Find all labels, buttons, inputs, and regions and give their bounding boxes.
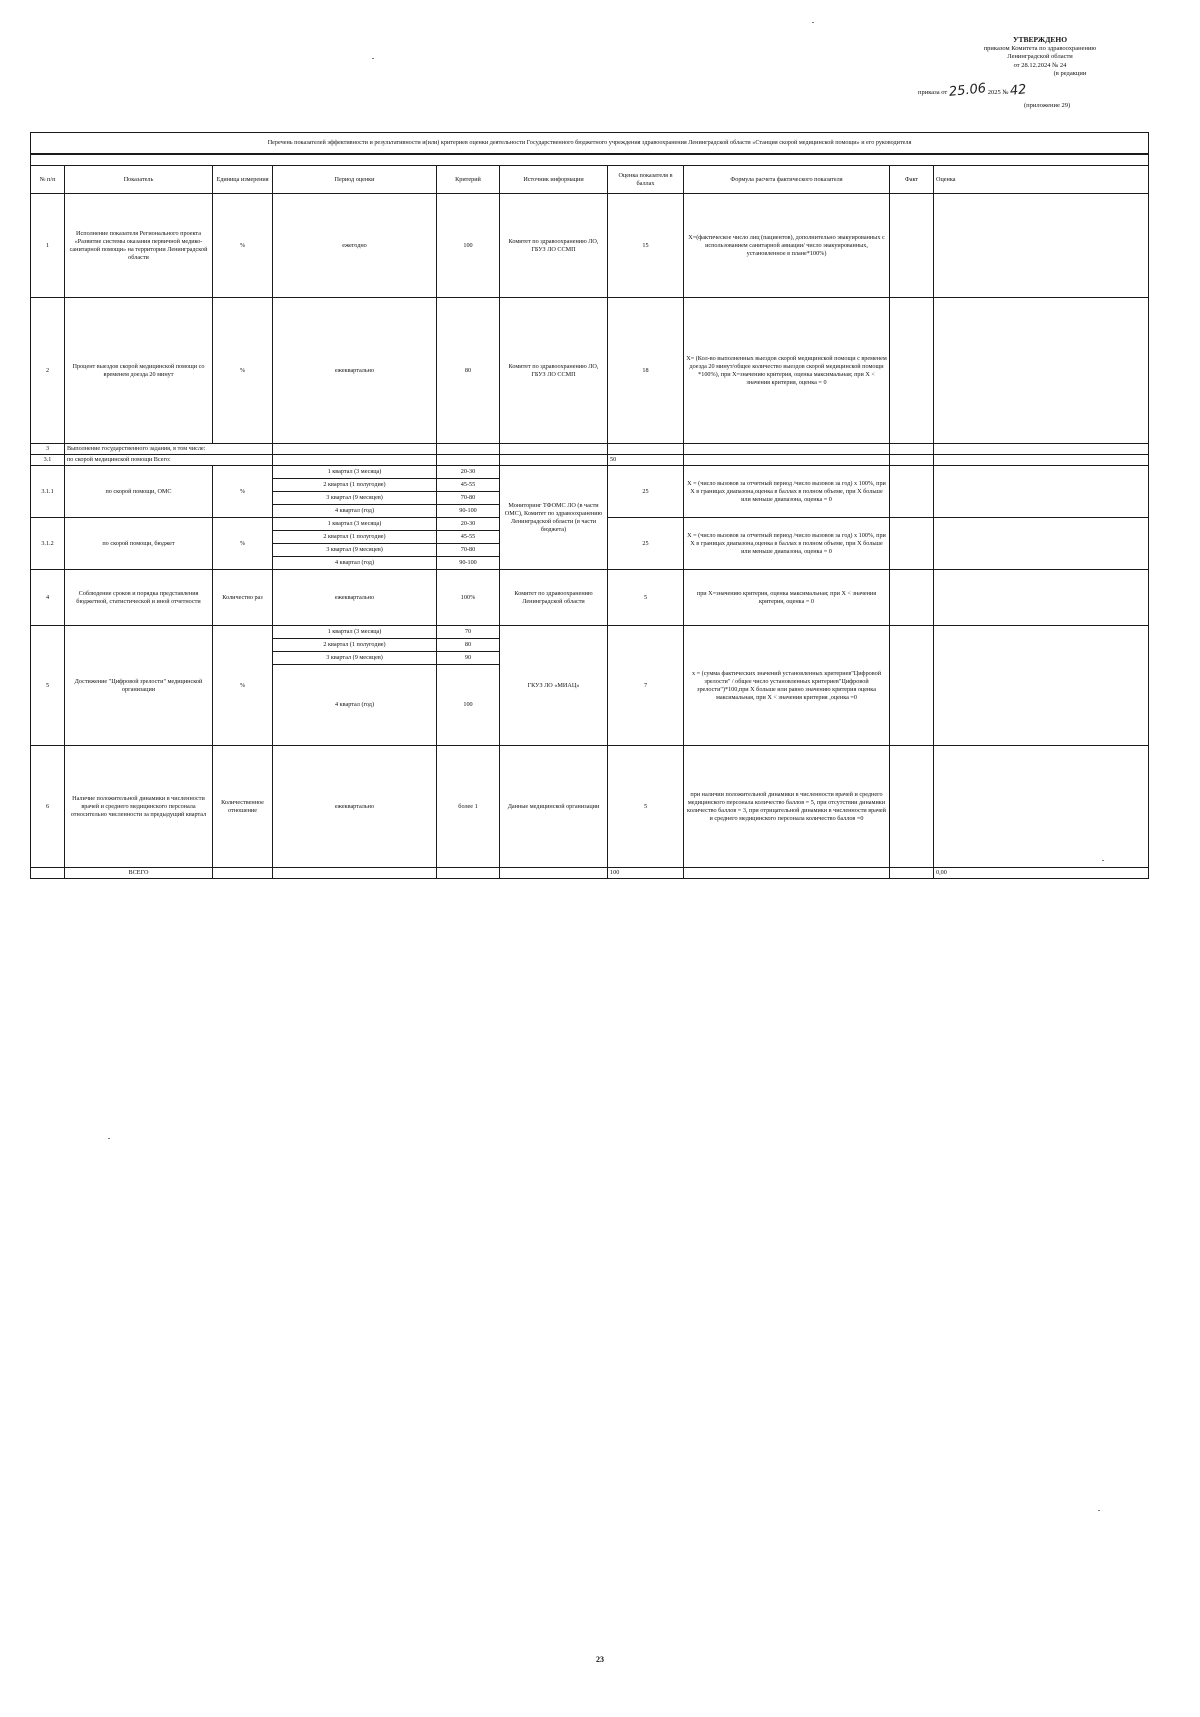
period-q3: 3 квартал (9 месяцев) [273,544,436,557]
table-caption: Перечень показателей эффективности и результативности и(или) критериев оценки деятельности Государственного бюджетного учреждения здравоохранения Ленинградской области «Станция скорой медицинской помощи» и его руководителя [31,133,1149,155]
cell-num: 5 [31,626,65,746]
total-score: 100 [608,868,684,879]
scan-speck [1102,860,1104,861]
sig-number-handwritten: 42 [1009,82,1028,99]
cell-source: ГКУЗ ЛО «МИАЦ» [500,626,608,746]
approval-title: УТВЕРЖДЕНО [1012,35,1068,44]
cell-fact [890,444,934,455]
cell-score: 5 [608,570,684,626]
cell-formula [684,455,890,466]
cell-num: 4 [31,570,65,626]
table-row [31,194,1149,298]
cell-source: Комитет по здравоохранению ЛО, ГБУЗ ЛО ССМП [500,194,608,298]
cell-rating [934,746,1149,868]
period-q4: 4 квартал (год) [334,701,375,708]
table-row [31,444,1149,455]
sig-date-handwritten: 25.06 [948,81,987,100]
header-num: № п/п [31,166,65,194]
sig-year: 2025 № [987,89,1009,96]
cell-rating [934,570,1149,626]
cell-indicator: Исполнение показателя Регионального проекта «Развитие системы оказания первичной медико-санитарной помощи» на территории Ленинградской области [65,194,213,298]
cell-period: ежеквартально [273,746,437,868]
approval-line-3: от 28.12.2024 № 24 [1013,61,1067,69]
cell-fact [890,455,934,466]
period-q3: 3 квартал (9 месяцев) [273,492,436,505]
cell-source [500,868,608,879]
cell-rating [934,466,1149,518]
cell-formula: Х = (число вызовов за отчетный период /число вызовов за год) х 100%, при Х в границах диапазона,оценка в баллах в полном объеме, при Х больше или меньше диапазона, оценка = 0 [684,518,890,570]
header-fact: Факт [890,166,934,194]
cell-fact [890,518,934,570]
period-q2: 2 квартал (1 полугодие) [273,639,436,652]
table-row [31,455,1149,466]
approval-line-1: приказом Комитета по здравоохранению [983,44,1097,52]
page-number: 23 [596,1655,604,1664]
table-spacer [31,154,1149,166]
table-row [31,466,1149,518]
total-label: ВСЕГО [65,868,213,879]
criterion-q1: 20-30 [437,518,499,531]
cell-period: ежеквартально [273,298,437,444]
cell-criterion: 100% [437,570,500,626]
cell-criterion [437,444,500,455]
cell-score: 18 [608,298,684,444]
cell-period [273,444,437,455]
header-unit: Единица измерения [213,166,273,194]
cell-formula: при Х=значению критерия, оценка максимальная; при Х < значения критерия, оценка = 0 [684,570,890,626]
cell-fact [890,298,934,444]
cell-rating [934,455,1149,466]
cell-criterion-list [437,518,500,570]
cell-criterion: 100 [437,194,500,298]
cell-score: 50 [608,455,684,466]
sig-prefix: приказа от [918,89,948,96]
scan-speck [812,22,814,23]
criterion-q4: 90-100 [459,559,477,566]
cell-num: 1 [31,194,65,298]
cell-criterion [437,868,500,879]
cell-source: Комитет по здравоохранению ЛО, ГБУЗ ЛО ССМП [500,298,608,444]
approval-appendix: (приложение 29) [1024,102,1071,109]
cell-period-list [273,466,437,518]
cell-criterion: 80 [437,298,500,444]
cell-unit: % [213,298,273,444]
scan-speck [108,1138,110,1139]
approval-stamp [918,35,1140,109]
approval-line-2: Ленинградской области [1007,53,1073,60]
cell-unit: Количество раз [213,570,273,626]
header-rating: Оценка [934,166,1149,194]
cell-indicator: по скорой помощи, ОМС [65,466,213,518]
period-q4: 4 квартал (год) [334,559,375,566]
cell-score: 25 [608,518,684,570]
cell-fact [890,194,934,298]
cell-score: 5 [608,746,684,868]
cell-indicator: Достижение "Цифровой зрелости" медицинской организации [65,626,213,746]
period-q1: 1 квартал (3 месяца) [273,518,436,531]
period-q2: 2 квартал (1 полугодие) [273,479,436,492]
approval-line-4: (в редакции [1053,70,1087,77]
cell-num: 3.1.2 [31,518,65,570]
cell-unit: Количественное отношение [213,746,273,868]
table-row [31,570,1149,626]
scan-speck [1098,1510,1100,1511]
table-header-row [31,166,1149,194]
header-score: Оценка показателя в баллах [608,166,684,194]
table-row [31,626,1149,746]
cell-score [608,444,684,455]
cell-score: 25 [608,466,684,518]
cell-indicator: Соблюдение сроков и порядка представления бюджетной, статистической и иной отчетности [65,570,213,626]
cell-fact [890,466,934,518]
cell-formula [684,868,890,879]
total-row [31,868,1149,879]
cell-formula: при наличии положительной динамики в численности врачей и среднего медицинского персонала количество баллов = 5, при отсутствии динамики количество баллов = 3, при отрицательной динамики в численности врачей и среднего медицинского персонала количество баллов =0 [684,746,890,868]
criterion-q2: 45-55 [437,479,499,492]
cell-period: ежегодно [273,194,437,298]
cell-period-list [273,626,437,746]
header-source: Источник информации [500,166,608,194]
period-q1: 1 квартал (3 месяца) [273,626,436,639]
cell-formula: Х= (Кол-во выполненных выездов скорой медицинской помощи с временем доезда 20 минут/общее количество выездов скорой медицинской помощи *100%), при Х=значению критерия, оценка максимальная; при Х < значения критерия, оценка = 0 [684,298,890,444]
cell-num: 6 [31,746,65,868]
cell-rating [934,194,1149,298]
cell-criterion [437,455,500,466]
cell-formula: Х = (число вызовов за отчетный период /число вызовов за год) х 100%, при Х в границах диапазона,оценка в баллах в полном объеме, при Х больше или меньше диапазона, оценка = 0 [684,466,890,518]
cell-criterion: более 1 [437,746,500,868]
cell-num: 2 [31,298,65,444]
table-row [31,298,1149,444]
criterion-q1: 70 [437,626,499,639]
cell-rating [934,518,1149,570]
cell-source [500,455,608,466]
cell-unit: % [213,194,273,298]
cell-score: 15 [608,194,684,298]
cell-num: 3.1 [31,455,65,466]
cell-source [500,444,608,455]
total-rating: 0,00 [934,868,1149,879]
indicators-table [30,132,1149,879]
cell-unit: % [213,626,273,746]
cell-source: Данные медицинской организации [500,746,608,868]
criterion-q3: 90 [437,652,499,665]
cell-unit: % [213,518,273,570]
cell-indicator: по скорой медицинской помощи Всего: [65,455,273,466]
cell-fact [890,626,934,746]
cell-indicator: Процент выездов скорой медицинской помощи со временем доезда 20 минут [65,298,213,444]
approval-signature-line [918,81,1028,100]
cell-indicator: Выполнение государственного задания, в том числе: [65,444,273,455]
cell-rating [934,444,1149,455]
criterion-q1: 20-30 [437,466,499,479]
cell-fact [890,570,934,626]
cell-score: 7 [608,626,684,746]
criterion-q3: 70-80 [437,492,499,505]
cell-period [273,455,437,466]
cell-rating [934,298,1149,444]
period-q3: 3 квартал (9 месяцев) [273,652,436,665]
cell-source: Мониторинг ТФОМС ЛО (в части ОМС), Комитет по здравоохранению Ленинградской области (в части бюджета) [500,466,608,570]
cell-unit [213,868,273,879]
cell-num [31,868,65,879]
cell-period [273,868,437,879]
scan-speck [372,58,374,59]
cell-formula [684,444,890,455]
cell-formula: х = (сумма фактических значений установленных критериев"Цифровой зрелости" / общее число установленных критериев"Цифровой зрелости")*100,при Х больше или равно значению критерия оценка максимальная, при Х < значения критерия ,оценка =0 [684,626,890,746]
cell-num: 3 [31,444,65,455]
period-q2: 2 квартал (1 полугодие) [273,531,436,544]
cell-num: 3.1.1 [31,466,65,518]
cell-formula: Х=(фактическое число лиц (пациентов), дополнительно эвакуированных с использованием санитарной авиации/ число эвакуированных, установленное в плане*100%) [684,194,890,298]
period-q4: 4 квартал (год) [334,507,375,514]
period-q1: 1 квартал (3 месяца) [273,466,436,479]
cell-criterion-list [437,626,500,746]
cell-fact [890,868,934,879]
header-formula: Формула расчета фактического показателя [684,166,890,194]
cell-fact [890,746,934,868]
criterion-q2: 80 [437,639,499,652]
criterion-q4: 90-100 [459,507,477,514]
header-period: Период оценки [273,166,437,194]
header-indicator: Показатель [65,166,213,194]
cell-period-list [273,518,437,570]
cell-unit: % [213,466,273,518]
criterion-q3: 70-80 [437,544,499,557]
cell-rating [934,626,1149,746]
cell-criterion-list [437,466,500,518]
criterion-q2: 45-55 [437,531,499,544]
cell-indicator: по скорой помощи, бюджет [65,518,213,570]
criterion-q4: 100 [463,701,473,708]
table-row [31,746,1149,868]
cell-indicator: Наличие положительной динамики в численности врачей и среднего медицинского персонала относительно численности за предыдущий квартал [65,746,213,868]
cell-period: ежеквартально [273,570,437,626]
cell-source: Комитет по здравоохранению Ленинградской области [500,570,608,626]
header-criterion: Критерий [437,166,500,194]
